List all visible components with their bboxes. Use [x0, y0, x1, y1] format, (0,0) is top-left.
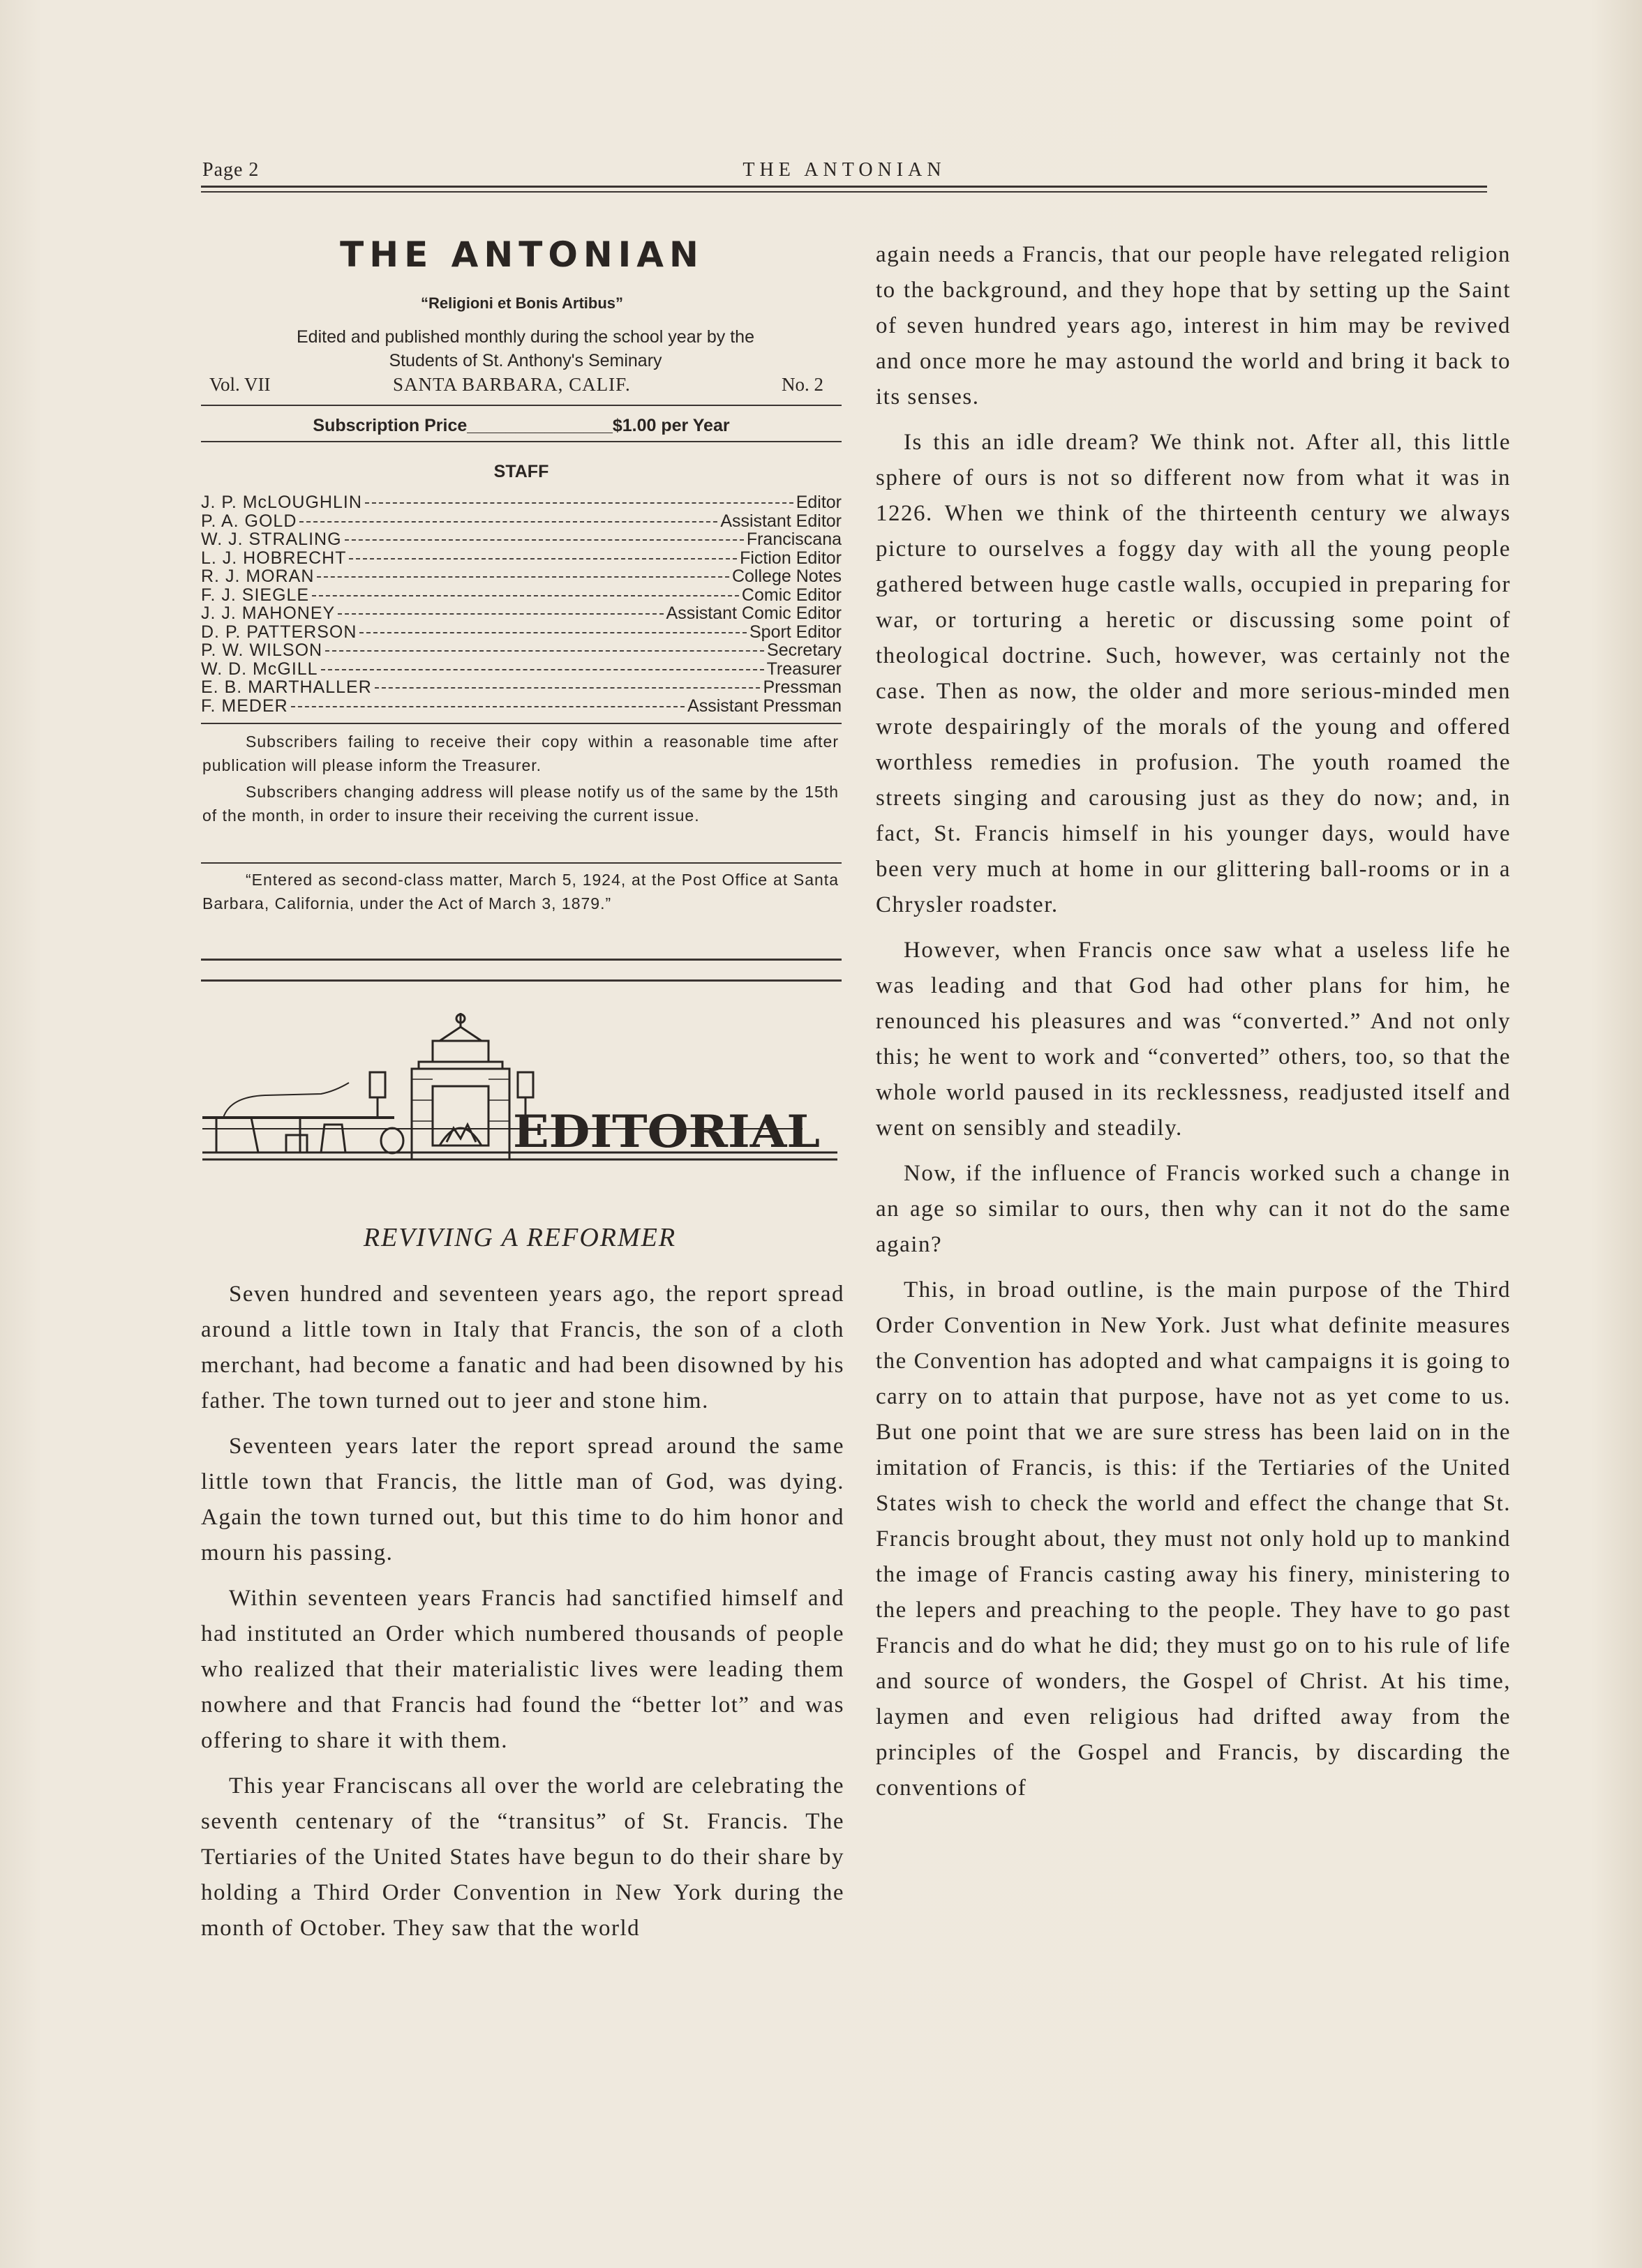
- notice-failing: Subscribers failing to receive their copy within a reasonable time after publication will please inform the Treasurer.: [202, 733, 839, 774]
- edited-line-1: Edited and published monthly during the school year by the: [297, 327, 754, 347]
- article-continuation: again needs a Francis, that our people have relegated religion to the background, and they hope that by setting up the Saint of seven hundred years ago, interest in him may be revived and once more he may astound the world and bring it back to its senses.: [876, 242, 1511, 410]
- staff-name: J. P. McLOUGHLIN: [201, 493, 362, 512]
- staff-role: Comic Editor: [741, 585, 842, 605]
- article-paragraph: This year Franciscans all over the world are celebrating the seventh centenary of the “transitus” of St. Francis. The Tertiaries of the United States have begun to do their share by holding a Third Order Convention in New York during the month of October. They saw that the world: [201, 1773, 844, 1941]
- staff-name: F. MEDER: [201, 696, 288, 716]
- staff-row: [201, 697, 842, 716]
- staff-role: Assistant Pressman: [687, 696, 842, 716]
- staff-row: [201, 660, 842, 679]
- header-rule-bottom: [201, 191, 1487, 193]
- entry-notice: [202, 868, 839, 915]
- leader-dots: [321, 669, 764, 670]
- leader-dots: [325, 650, 764, 652]
- volume-label: Vol. VII: [209, 374, 271, 395]
- staff-role: Secretary: [767, 640, 842, 660]
- subscription-price: Subscription Price_______________$1.00 per Year: [313, 416, 730, 435]
- staff-role: Pressman: [763, 677, 842, 697]
- staff-name: F. J. SIEGLE: [201, 585, 310, 605]
- staff-row: [201, 641, 842, 660]
- leader-dots: [338, 613, 663, 615]
- volume-row: [201, 374, 843, 398]
- article-right-column: [876, 237, 1511, 1806]
- staff-list: [201, 493, 842, 715]
- article-paragraph: Within seventeen years Francis had sanctified himself and had instituted an Order which numbered thousands of people who realized that their materialistic lives were leading them nowhere and that Francis had found the “better lot” and was offering to share it with them.: [201, 1586, 844, 1753]
- notice-entered: “Entered as second-class matter, March 5, 1924, at the Post Office at Santa Barbara, California, under the Act of March 3, 1879.”: [202, 871, 839, 913]
- staff-name: L. J. HOBRECHT: [201, 548, 347, 568]
- staff-role: College Notes: [731, 566, 842, 586]
- staff-row: [201, 530, 842, 549]
- leader-dots: [317, 576, 729, 578]
- staff-row: [201, 493, 842, 512]
- article-paragraph: However, when Francis once saw what a useless life he was leading and that God had other plans for him, he renounced his pleasures and was “converted.” And not only this; he went to work and “converted” others, too, so that the whole world paused in its recklessness, readjusted itself and went on sensibly and steadily.: [876, 938, 1511, 1141]
- staff-role: Franciscana: [746, 530, 842, 549]
- editorial-banner: [202, 1013, 837, 1189]
- staff-name: D. P. PATTERSON: [201, 622, 357, 642]
- article-paragraph: Seventeen years later the report spread around the same little town that Francis, the little man of God, was dying. Again the town turned out, but this time to do him honor and mourn his passing.: [201, 1434, 844, 1565]
- leader-dots: [359, 632, 747, 633]
- masthead-title: THE ANTONIAN: [340, 234, 704, 275]
- leader-dots: [365, 502, 793, 504]
- place-label: SANTA BARBARA, CALIF.: [393, 374, 631, 395]
- staff-box: [201, 433, 842, 715]
- staff-name: J. J. MAHONEY: [201, 603, 336, 623]
- leader-dots: [299, 521, 717, 523]
- subscriber-notices: [202, 730, 839, 827]
- masthead-end-rule-2: [201, 979, 842, 982]
- editorial-wordmark: EDITORIAL: [513, 1106, 820, 1158]
- leader-dots: [345, 539, 744, 541]
- staff-row: [201, 512, 842, 531]
- staff-role: Treasurer: [766, 659, 842, 679]
- publication-info: [201, 325, 843, 373]
- staff-role: Assistant Editor: [720, 511, 842, 531]
- staff-row: [201, 549, 842, 568]
- staff-rule: [201, 723, 842, 724]
- staff-role: Fiction Editor: [740, 548, 842, 568]
- edited-line-2: Students of St. Anthony's Seminary: [389, 351, 662, 370]
- staff-role: Assistant Comic Editor: [666, 603, 842, 623]
- article-title: REVIVING A REFORMER: [363, 1223, 677, 1252]
- staff-name: W. D. McGILL: [201, 659, 318, 679]
- staff-name: P. A. GOLD: [201, 511, 297, 531]
- issue-number: No. 2: [782, 374, 823, 395]
- page-number: Page 2: [202, 159, 260, 181]
- article-paragraph: Seven hundred and seventeen years ago, the report spread around a little town in Italy that Francis, the son of a cloth merchant, had become a fanatic and had been disowned by his father. The town turned out to jeer and stone him.: [201, 1282, 844, 1413]
- article-left-column: [201, 1277, 844, 1946]
- staff-name: R. J. MORAN: [201, 566, 315, 586]
- staff-name: W. J. STRALING: [201, 530, 342, 549]
- masthead-motto: “Religioni et Bonis Artibus”: [420, 294, 624, 312]
- staff-name: E. B. MARTHALLER: [201, 677, 372, 697]
- staff-role: Editor: [796, 493, 842, 512]
- masthead-end-rule-1: [201, 959, 842, 961]
- leader-dots: [312, 595, 739, 596]
- staff-role: Sport Editor: [749, 622, 842, 642]
- masthead: [201, 230, 843, 398]
- notice-changing: Subscribers changing address will please notify us of the same by the 15th of the month, in order to insure their receiving the current issue.: [202, 783, 839, 825]
- staff-row: [201, 678, 842, 697]
- header-rule-top: [201, 186, 1487, 188]
- running-title: THE ANTONIAN: [742, 159, 946, 181]
- running-header: [202, 159, 1486, 183]
- leader-dots: [349, 558, 737, 560]
- staff-row: [201, 586, 842, 605]
- subscription-block: [201, 402, 842, 436]
- staff-heading: STAFF: [493, 462, 549, 481]
- leader-dots: [375, 687, 761, 689]
- leader-dots: [291, 706, 685, 707]
- staff-name: P. W. WILSON: [201, 640, 323, 660]
- article-paragraph: Now, if the influence of Francis worked such a change in an age so similar to ours, then why can it not do the same again?: [876, 1161, 1511, 1257]
- notices-rule: [201, 862, 842, 864]
- article-paragraph: Is this an idle dream? We think not. After all, this little sphere of ours is not so different now from what it was in 1226. When we think of the thirteenth century we always picture to ourselves a foggy day with all the young people gathered between huge castle walls, occupied in preparing for war, or torturing a heretic or discussing some point of theological doctrine. Such, however, was certainly not the case. Then as now, the older and more serious-minded men wrote despairingly of the morals of the young and offered worthless remedies in profusion. The youth roamed the streets singing and carousing just as they do now; and, in fact, St. Francis himself in his younger days, would have been very much at home in our glittering ball-rooms or in a Chrysler roadster.: [876, 430, 1511, 917]
- article-paragraph: This, in broad outline, is the main purpose of the Third Order Convention in New York. Just what definite measures the Convention has adopted and what campaigns it is going to carry on to attain that purpose, have not as yet come to us. But one point that we are sure stress has been laid on in the imitation of Francis, is this: if the Tertiaries of the United States wish to check the world and effect the change that St. Francis brought about, they must not only hold up to mankind the image of Francis casting away his finery, ministering to the lepers and preaching to the people. They have to go past Francis and do what he did; they must go on to his rule of life and source of wonders, the Gospel of Christ. At his time, laymen and even religious had drifted away from the principles of the Gospel and Francis, by discarding the conventions of: [876, 1277, 1511, 1801]
- staff-row: [201, 604, 842, 623]
- staff-row: [201, 623, 842, 642]
- staff-row: [201, 567, 842, 586]
